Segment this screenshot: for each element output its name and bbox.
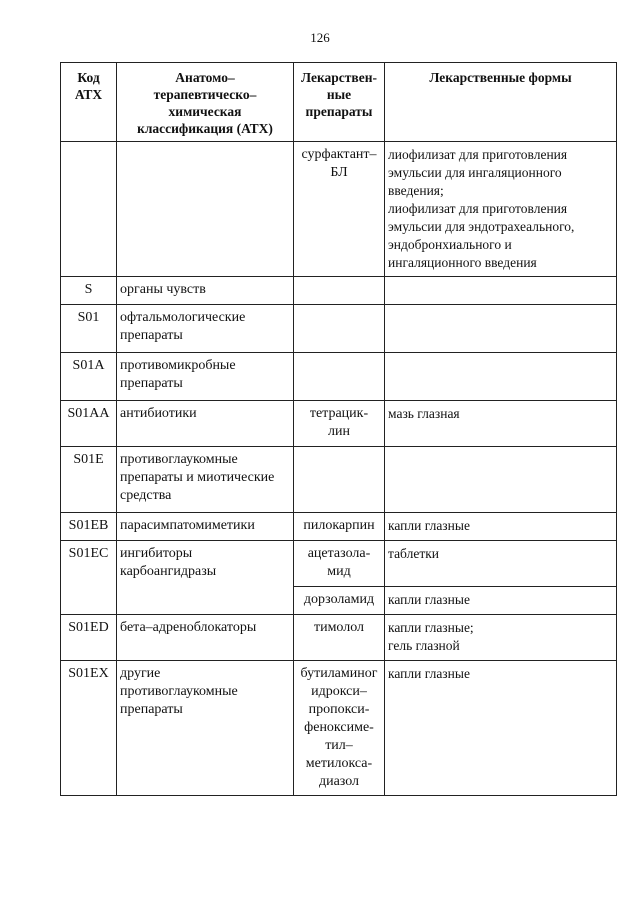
- cell-dosage-forms: капли глазные: [385, 513, 617, 541]
- cell-classification: другие противоглаукомные препараты: [117, 661, 294, 796]
- cell-classification: органы чувств: [117, 277, 294, 305]
- cell-dosage-forms: капли глазные: [385, 661, 617, 796]
- header-dosage-forms: Лекарственные формы: [385, 63, 617, 142]
- table-row: [61, 353, 617, 401]
- header-atx-code: Код АТХ: [61, 63, 117, 142]
- page-number: 126: [310, 30, 330, 45]
- cell-code: S01ED: [61, 615, 117, 661]
- cell-drug: сурфактант– БЛ: [294, 142, 385, 277]
- table-header-row: [61, 63, 617, 142]
- cell-code: [61, 142, 117, 277]
- cell-drug: [294, 353, 385, 401]
- cell-dosage-forms: [385, 353, 617, 401]
- cell-code: S01E: [61, 447, 117, 513]
- cell-dosage-forms: [385, 277, 617, 305]
- table-row: [61, 142, 617, 277]
- cell-dosage-forms: мазь глазная: [385, 401, 617, 447]
- cell-drug: [294, 305, 385, 353]
- atx-table: [60, 62, 617, 796]
- cell-classification: офтальмологические препараты: [117, 305, 294, 353]
- cell-drug: пилокарпин: [294, 513, 385, 541]
- cell-dosage-forms: [385, 447, 617, 513]
- cell-classification: антибиотики: [117, 401, 294, 447]
- cell-drug: тимолол: [294, 615, 385, 661]
- table-row: [61, 661, 617, 796]
- cell-code: S01EB: [61, 513, 117, 541]
- cell-dosage-forms: лиофилизат для приготовления эмульсии для ингаляционного введения; лиофилизат для приготовления эмульсии для эндотрахеального, эндобронхиального и ингаляционного введения: [385, 142, 617, 277]
- cell-classification: [117, 142, 294, 277]
- cell-dosage-forms: капли глазные; гель глазной: [385, 615, 617, 661]
- cell-dosage-forms: капли глазные: [385, 587, 617, 615]
- cell-drug: тетрацик- лин: [294, 401, 385, 447]
- cell-code: S01EX: [61, 661, 117, 796]
- cell-classification: противомикробные препараты: [117, 353, 294, 401]
- table-row: [61, 305, 617, 353]
- cell-classification: парасимпатомиметики: [117, 513, 294, 541]
- cell-code: S: [61, 277, 117, 305]
- cell-dosage-forms: [385, 305, 617, 353]
- table-row: [61, 615, 617, 661]
- cell-drug: ацетазола- мид: [294, 541, 385, 587]
- cell-dosage-forms: таблетки: [385, 541, 617, 587]
- cell-code: S01AA: [61, 401, 117, 447]
- cell-code: S01: [61, 305, 117, 353]
- header-classification: Анатомо– терапевтическо– химическая классификация (АТХ): [117, 63, 294, 142]
- table-row: [61, 447, 617, 513]
- table-row: [61, 541, 617, 587]
- table-row: [61, 513, 617, 541]
- cell-classification: ингибиторы карбоангидразы: [117, 541, 294, 615]
- cell-drug: дорзоламид: [294, 587, 385, 615]
- cell-drug: [294, 277, 385, 305]
- header-drugs: Лекарствен- ные препараты: [294, 63, 385, 142]
- cell-drug: [294, 447, 385, 513]
- cell-classification: противоглаукомные препараты и миотические средства: [117, 447, 294, 513]
- cell-code: S01EC: [61, 541, 117, 615]
- table-row: [61, 277, 617, 305]
- cell-classification: бета–адреноблокаторы: [117, 615, 294, 661]
- table-row: [61, 401, 617, 447]
- cell-drug: бутиламиног идрокси– пропокси- феноксиме- тил– метилокса- диазол: [294, 661, 385, 796]
- cell-code: S01A: [61, 353, 117, 401]
